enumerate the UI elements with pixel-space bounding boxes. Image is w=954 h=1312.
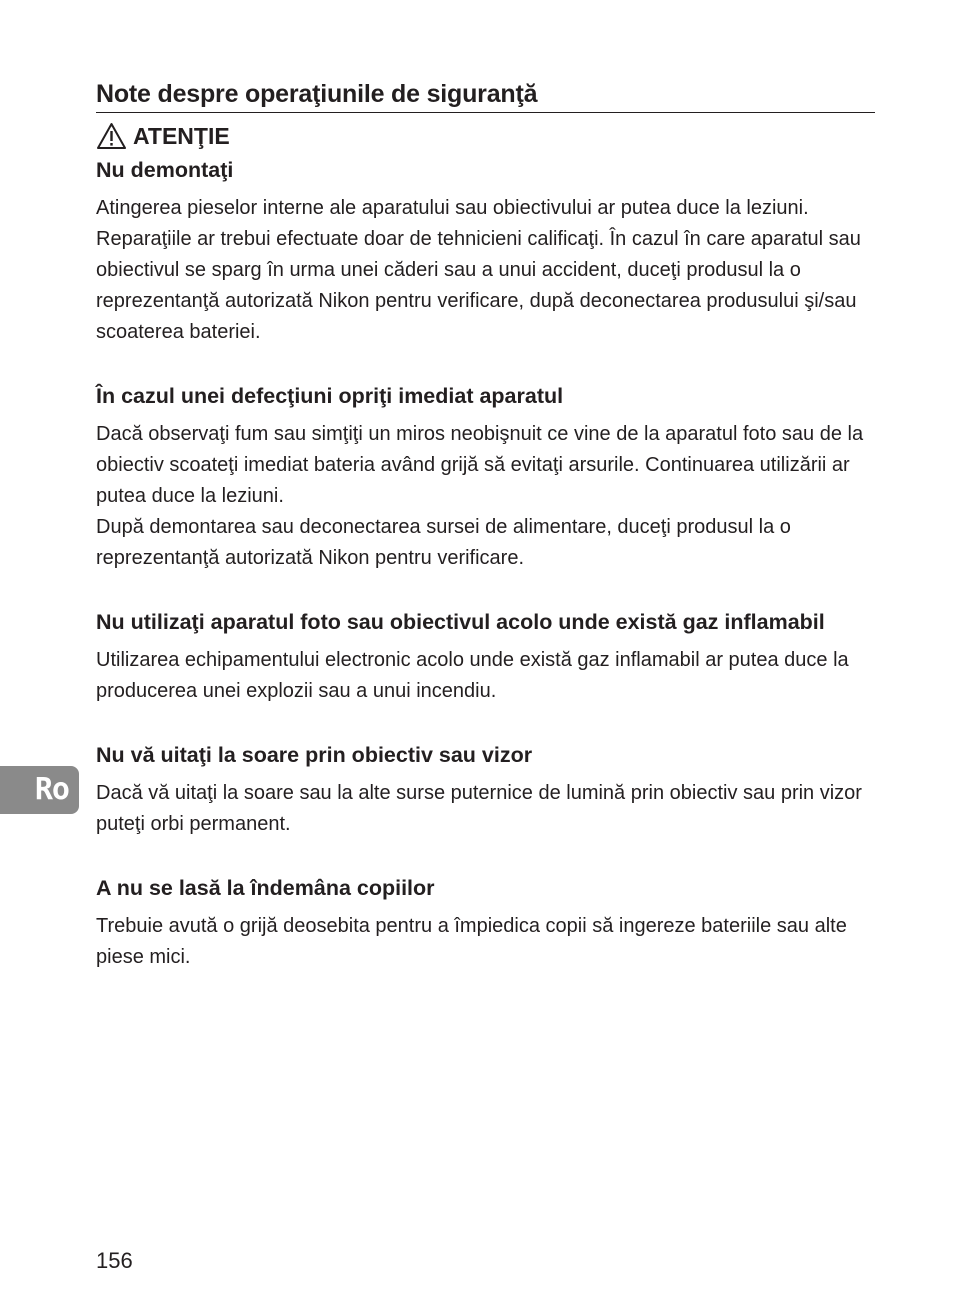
- language-tab: Ro: [0, 766, 79, 814]
- caution-label: ATENŢIE: [133, 123, 230, 149]
- section-heading: În cazul unei defecţiuni opriţi imediat aparatul: [96, 384, 564, 408]
- section-paragraph: Utilizarea echipamentului electronic acolo unde există gaz inflamabil ar putea duce la producerea unei explozii sau a unui incendiu.: [96, 649, 849, 702]
- title-divider: [96, 112, 875, 113]
- section-body: [96, 778, 875, 840]
- section-body: [96, 193, 875, 348]
- caution-header: [96, 120, 230, 152]
- section-heading: Nu vă uitaţi la soare prin obiectiv sau vizor: [96, 743, 533, 767]
- page-number: 156: [96, 1248, 133, 1273]
- section-children: [96, 873, 875, 973]
- section-paragraph: Atingerea pieselor interne ale aparatului sau obiectivului ar putea duce la leziuni. Reparaţiile ar trebui efectuate doar de tehnicieni calificaţi. În cazul în care aparatul sau obiectivul se sparg în urma unei căderi sau a unui accident, duceţi produsul la o reprezentanţă autorizată Nikon pentru verificare, după deconectarea produsului şi/sau scoaterea bateriei.: [96, 197, 861, 343]
- section-sun-viewing: [96, 740, 875, 840]
- page-title: Note despre operaţiunile de siguranţă: [96, 80, 538, 108]
- section-heading: A nu se lasă la îndemâna copiilor: [96, 876, 435, 900]
- warning-triangle-icon: [96, 122, 127, 150]
- section-heading: Nu utilizaţi aparatul foto sau obiectivul acolo unde există gaz inflamabil: [96, 610, 825, 634]
- section-body: [96, 645, 875, 707]
- section-do-not-disassemble: [96, 155, 875, 348]
- section-body: [96, 419, 875, 574]
- section-paragraph: După demontarea sau deconectarea sursei de alimentare, duceţi produsul la o reprezentanţă autorizată Nikon pentru verificare.: [96, 516, 791, 569]
- section-paragraph: Trebuie avută o grijă deosebita pentru a împiedica copii să ingereze bateriile sau alte piese mici.: [96, 915, 847, 968]
- section-malfunction: [96, 381, 875, 574]
- section-paragraph: Dacă vă uitaţi la soare sau la alte surse puternice de lumină prin obiectiv sau prin vizor puteţi orbi permanent.: [96, 782, 862, 835]
- section-flammable-gas: [96, 607, 875, 707]
- section-heading: Nu demontaţi: [96, 158, 234, 182]
- section-paragraph: Dacă observaţi fum sau simţiţi un miros neobişnuit ce vine de la aparatul foto sau de la obiectiv scoateţi imediat bateria având grijă să evitaţi arsurile. Continuarea utilizării ar putea duce la leziuni.: [96, 423, 864, 507]
- safety-sections: [96, 155, 875, 973]
- section-body: [96, 911, 875, 973]
